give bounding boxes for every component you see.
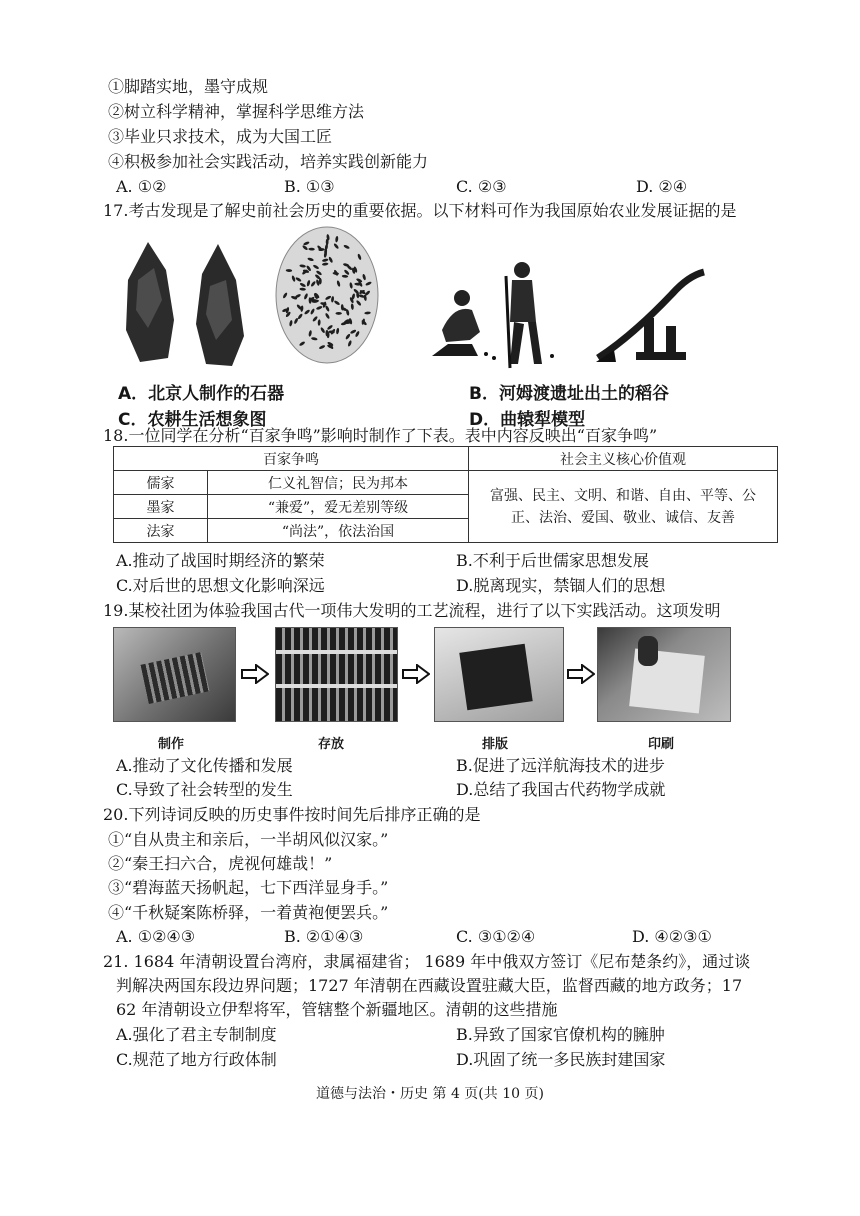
page-footer: 道德与法治・历史 第 4 页(共 10 页) [316, 1086, 544, 1102]
arrow-right-icon [567, 664, 595, 684]
q16-option-c: C. ②③ [456, 177, 507, 196]
q21-line-2: 判解决两国东段边界问题；1727 年清朝在西藏设置驻藏大臣，监督西藏的地方政务；17 [116, 976, 743, 995]
q21-line-3: 62 年清朝设立伊犁将军，管辖整个新疆地区。清朝的这些措施 [116, 1000, 558, 1019]
q20-option-b: B. ②①④③ [284, 927, 364, 946]
q21-option-a: A.强化了君主专制制度 [116, 1025, 277, 1044]
q20-option-a: A. ①②④③ [116, 927, 196, 946]
table-school: 儒家 [114, 471, 208, 495]
table-idea: 仁义礼智信；民为邦本 [208, 471, 469, 495]
step-make-photo [113, 627, 236, 722]
q21-option-c: C.规范了地方行政体制 [116, 1050, 277, 1069]
q20-item-1: ①“自从贵主和亲后，一半胡风似汉家。” [108, 830, 389, 849]
q19-option-b: B.促进了远洋航海技术的进步 [456, 756, 665, 775]
step-label-make: 制作 [158, 737, 185, 752]
q21-option-b: B.异致了国家官僚机构的臃肿 [456, 1025, 665, 1044]
table-header-left: 百家争鸣 [114, 447, 469, 471]
q19-option-c: C.导致了社会转型的发生 [116, 780, 293, 799]
arrow-right-icon [402, 664, 430, 684]
step-label-print: 印刷 [648, 737, 675, 752]
q17-stem: 17.考古发现是了解史前社会历史的重要依据。以下材料可作为我国原始农业发展证据的是 [103, 201, 737, 220]
q18-table [113, 446, 778, 543]
q21-line-1: 21. 1684 年清朝设置台湾府，隶属福建省； 1689 年中俄双方签订《尼布楚条约》，通过谈 [103, 952, 751, 971]
curved-plough-image [592, 266, 710, 366]
q18-stem: 18.一位同学在分析“百家争鸣”影响时制作了下表。表中内容反映出“百家争鸣” [103, 426, 658, 445]
q19-option-d: D.总结了我国古代药物学成就 [456, 780, 666, 799]
q18-option-b: B.不利于后世儒家思想发展 [456, 551, 649, 570]
q18-option-d: D.脱离现实，禁锢人们的思想 [456, 576, 666, 595]
q20-stem: 20.下列诗词反映的历史事件按时间先后排序正确的是 [103, 805, 481, 824]
rice-grains-image [275, 226, 379, 364]
step-print-photo [597, 627, 731, 722]
q17-option-d: D．曲辕犁模型 [469, 410, 586, 430]
q17-option-b: B．河姆渡遗址出土的稻谷 [469, 384, 669, 404]
q16-item-4: ④积极参加社会实践活动，培养实践创新能力 [108, 152, 429, 171]
q17-option-a: A．北京人制作的石器 [118, 384, 285, 404]
table-header-right: 社会主义核心价值观 [469, 447, 778, 471]
step-store-photo [275, 627, 398, 722]
q19-option-a: A.推动了文化传播和发展 [116, 756, 293, 775]
q19-stem: 19.某校社团为体验我国古代一项伟大发明的工艺流程，进行了以下实践活动。这项发明 [103, 601, 721, 620]
q16-item-2: ②树立科学精神，掌握科学思维方法 [108, 102, 365, 121]
q18-option-c: C.对后世的思想文化影响深远 [116, 576, 325, 595]
arrow-right-icon [241, 664, 269, 684]
table-idea: “兼爱”，爱无差别等级 [208, 495, 469, 519]
table-core-values: 富强、民主、文明、和谐、自由、平等、公正、法治、爱国、敬业、诚信、友善 [469, 471, 778, 543]
step-typeset-photo [434, 627, 564, 722]
q20-item-3: ③“碧海蓝天扬帆起，七下西洋显身手。” [108, 878, 389, 897]
table-school: 法家 [114, 519, 208, 543]
step-label-typeset: 排版 [482, 737, 509, 752]
stone-tools-image [118, 240, 254, 374]
q20-option-d: D. ④②③① [632, 927, 712, 946]
q20-item-2: ②“秦王扫六合，虎视何雄哉！” [108, 854, 333, 873]
q21-option-d: D.巩固了统一多民族封建国家 [456, 1050, 666, 1069]
q18-option-a: A.推动了战国时期经济的繁荣 [116, 551, 325, 570]
table-school: 墨家 [114, 495, 208, 519]
q17-option-c: C．农耕生活想象图 [118, 410, 267, 430]
farming-scene-image [432, 260, 562, 370]
q16-item-3: ③毕业只求技术，成为大国工匠 [108, 127, 333, 146]
q16-option-b: B. ①③ [284, 177, 335, 196]
q16-option-d: D. ②④ [636, 177, 688, 196]
q16-option-a: A. ①② [116, 177, 167, 196]
rice-grain [335, 312, 341, 315]
q16-item-1: ①脚踏实地，墨守成规 [108, 77, 269, 96]
q20-option-c: C. ③①②④ [456, 927, 536, 946]
table-idea: “尚法”，依法治国 [208, 519, 469, 543]
step-label-store: 存放 [318, 737, 345, 752]
q20-item-4: ④“千秋疑案陈桥驿，一着黄袍便罢兵。” [108, 903, 389, 922]
